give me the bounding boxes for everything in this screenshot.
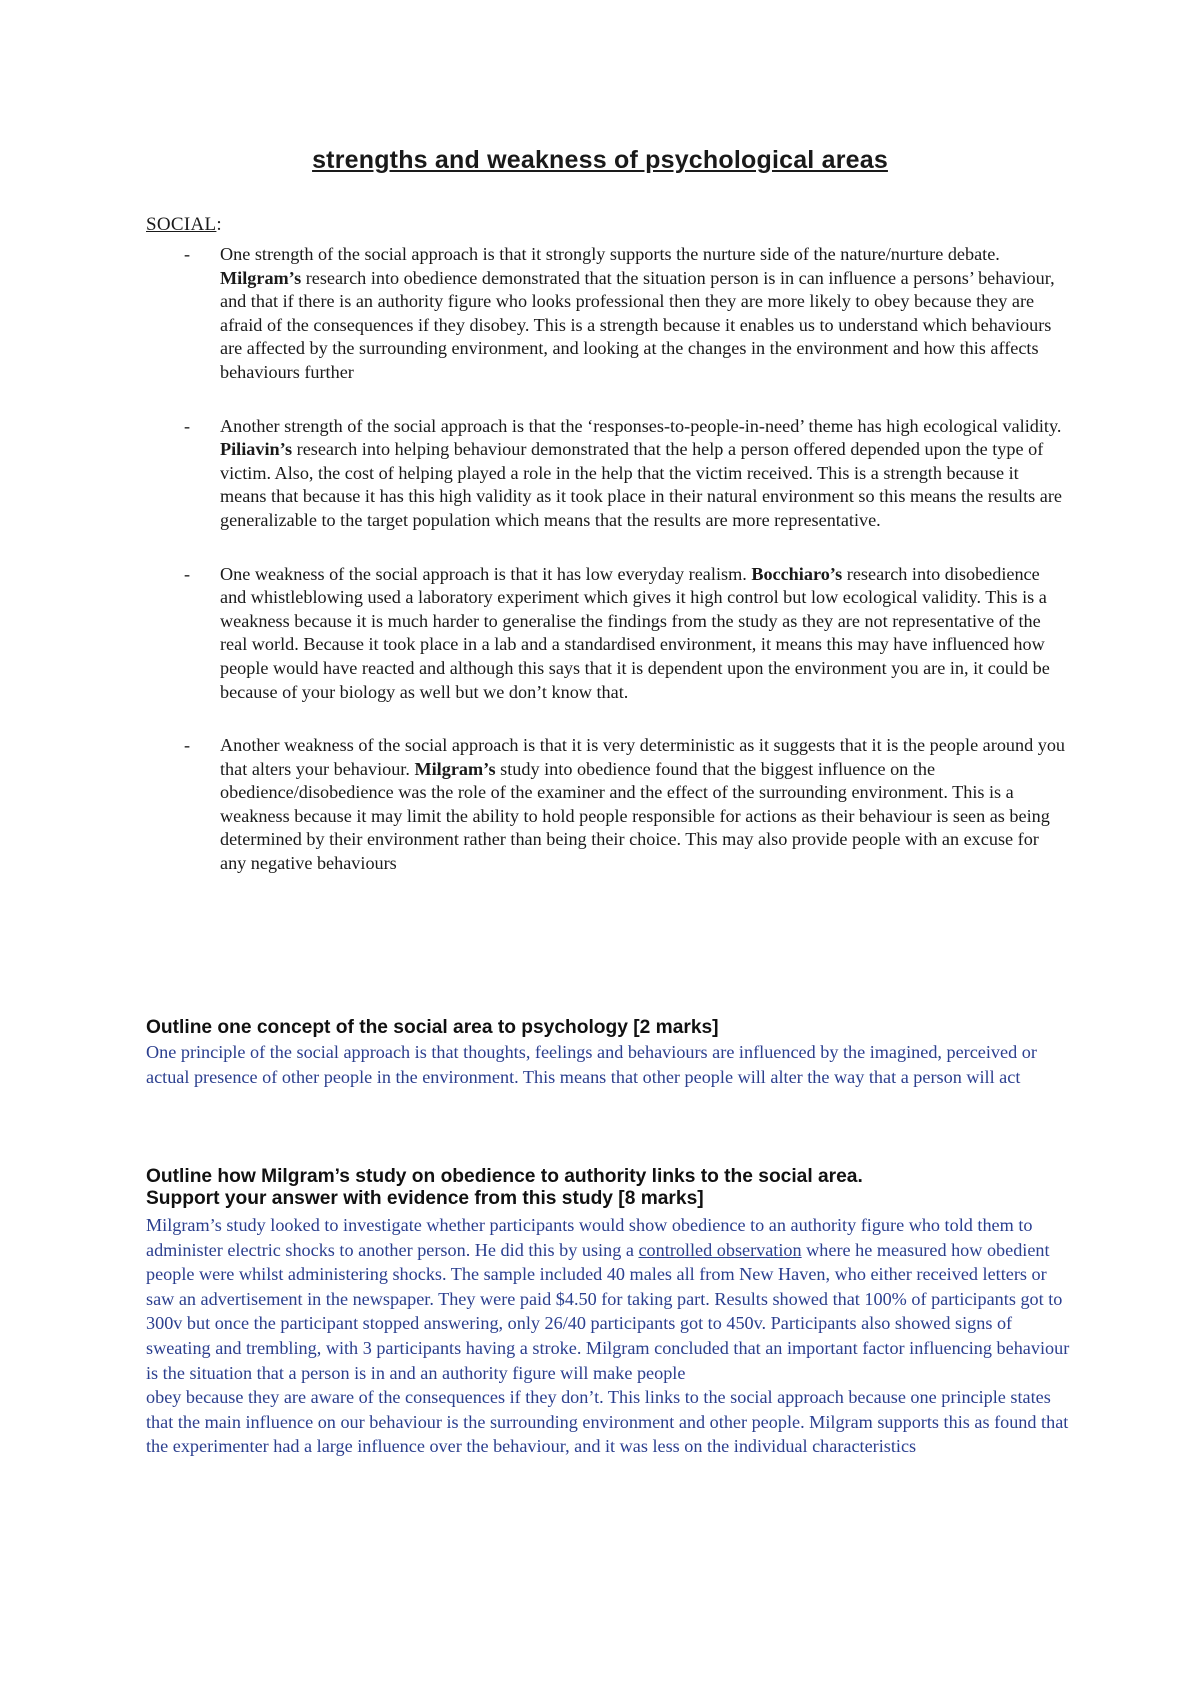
bullet-text-post: research into helping behaviour demonstrated that the help a person offered depended upon the type of victim. Also, the cost of helping played a role in the help that the victim received. This is a strength because it means that because it has this high validity as it took place in their natural environment so this means the results are generalizable to the target population which means that the results are more representative.	[220, 439, 1062, 530]
bullet-item	[146, 734, 1066, 876]
bullet-dash: -	[184, 563, 191, 584]
answer-text: Milgram’s study looked to investigate whether participants would show obedience to an authority figure who told them to administer electric shocks to another person. He did this by using a	[146, 1215, 1033, 1260]
bullet-text-pre: One weakness of the social approach is that it has low everyday realism.	[220, 563, 752, 584]
bullet-text-post: research into obedience demonstrated that the situation person is in can influence a persons’ behaviour, and that if there is an authority figure who looks professional then they are more likely to obey because they are afraid of the consequences if they disobey. This is a strength because it enables us to understand which behaviours are affected by the surrounding environment, and looking at the changes in the environment and how this affects behaviours further	[220, 267, 1055, 382]
bullet-text-pre: One strength of the social approach is that it strongly supports the nurture side of the nature/nurture debate.	[220, 244, 1000, 264]
bullet-dash: -	[184, 735, 191, 756]
question-2-answer-paragraph-1	[146, 1213, 1076, 1385]
answer-text: where he measured how obedient people were whilst administering shocks. The sample included 40 males all from New Haven, who either received letters or saw an advertisement in the newspaper. They were paid $4.50 for taking part. Results showed that 100% of participants got to 300v but once the participant stopped answering, only 26/40 participants got to 450v. Participants also showed signs of sweating and trembling, with 3 participants having a stroke. Milgram concluded that an important factor influencing behaviour is the situation that a person is in and an authority figure will make people	[146, 1239, 1070, 1383]
bullet-text-pre: Another weakness of the social approach is that it is very deterministic as it suggests that it is the people around you that alters your behaviour.	[220, 735, 1066, 779]
bullet-item	[146, 243, 1066, 385]
section-heading-social	[146, 214, 222, 236]
bullet-bold-name: Bocchiaro’s	[751, 563, 843, 584]
bullet-text-post: study into obedience found that the biggest influence on the obedience/disobedience was the role of the examiner and the effect of the surrounding environment. This is a weakness because it may limit the ability to hold people responsible for actions as their behaviour is seen as being determined by their environment rather than being their choice. This may also provide people with an excuse for any negative behaviours	[220, 758, 1050, 874]
section-label: SOCIAL	[146, 214, 217, 235]
bullet-dash: -	[184, 415, 191, 436]
section-label-colon: :	[216, 214, 223, 235]
bullet-list	[146, 243, 1066, 906]
bullet-text-pre: Another strength of the social approach is that the ‘responses-to-people-in-need’ theme has high ecological validity.	[220, 415, 1062, 436]
question-2-heading-line-1: Outline how Milgram’s study on obedience to authority links to the social area.	[146, 1166, 863, 1187]
answer-underlined-term: controlled observation	[638, 1239, 802, 1260]
question-2-heading	[146, 1166, 863, 1210]
bullet-bold-name: Milgram’s	[414, 758, 496, 779]
bullet-bold-name: Piliavin’s	[220, 439, 293, 460]
question-2-heading-line-2: Support your answer with evidence from this study [8 marks]	[146, 1188, 704, 1209]
question-1-heading: Outline one concept of the social area to psychology [2 marks]	[146, 1017, 719, 1038]
bullet-item	[146, 563, 1066, 705]
question-1-answer: One principle of the social approach is that thoughts, feelings and behaviours are influenced by the imagined, perceived or actual presence of other people in the environment. This means that other people will alter the way that a person will act	[146, 1042, 1037, 1087]
bullet-item	[146, 415, 1066, 533]
question-2-answer-paragraph-2: obey because they are aware of the consequences if they don’t. This links to the social approach because one principle states that the main influence on our behaviour is the surrounding environment and other people. Milgram supports this as found that the experimenter had a large influence over the behaviour, and it was less on the individual characteristics	[146, 1387, 1069, 1457]
bullet-text-post: research into disobedience and whistleblowing used a laboratory experiment which gives it high control but low ecological validity. This is a weakness because it is much harder to generalise the findings from the study as they are not representative of the real world. Because it took place in a lab and a standardised environment, it means this may have influenced how people would have reacted and although this says that it is dependent upon the environment you are in, it could be because of your biology as well but we don’t know that.	[220, 563, 1050, 702]
bullet-dash: -	[184, 244, 191, 264]
bullet-bold-name: Milgram’s	[220, 267, 302, 288]
question-2-answer	[146, 1213, 1076, 1459]
document-title: strengths and weakness of psychological areas	[312, 146, 888, 174]
